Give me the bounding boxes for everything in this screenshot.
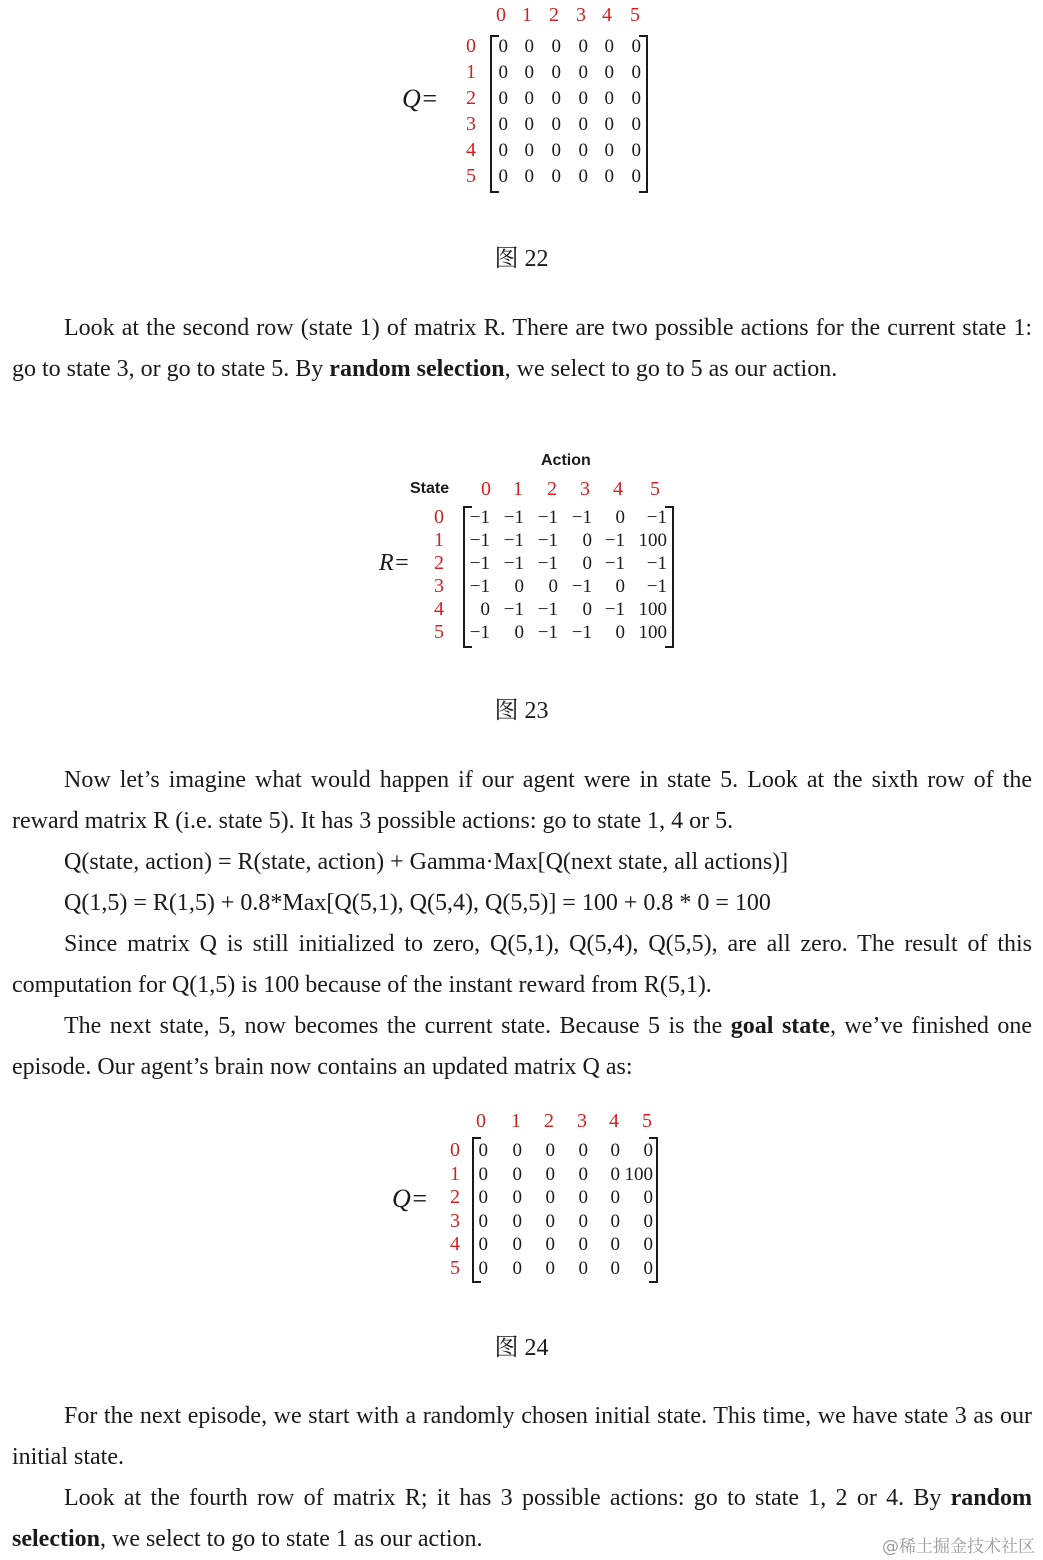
state-axis-title: State — [410, 480, 450, 497]
row-index: 2 — [434, 552, 444, 574]
matrix-cell: −1 — [571, 576, 592, 597]
matrix-cell: 0 — [631, 88, 641, 109]
matrix-cell: 0 — [498, 88, 508, 109]
matrix-cell: 0 — [512, 1140, 522, 1161]
matrix-cell: −1 — [537, 507, 558, 528]
matrix-label: Q= — [402, 84, 439, 113]
formula-line: Q(1,5) = R(1,5) + 0.8*Max[Q(5,1), Q(5,4), Q(5,5)] = 100 + 0.8 * 0 = 100 — [64, 890, 771, 916]
matrix-cell: 0 — [631, 62, 641, 83]
matrix-cell: 0 — [551, 62, 561, 83]
row-index: 3 — [450, 1209, 460, 1232]
matrix-cell: 0 — [514, 576, 524, 597]
row-index: 0 — [450, 1139, 460, 1161]
matrix-cell: 0 — [545, 1163, 555, 1185]
column-index: 0 — [496, 4, 506, 26]
column-index: 3 — [580, 478, 590, 500]
action-axis-title: Action — [541, 452, 591, 469]
matrix-cell: 100 — [624, 1163, 653, 1185]
matrix-cell: −1 — [503, 553, 524, 574]
column-index: 3 — [577, 1110, 587, 1132]
column-index: 2 — [544, 1110, 554, 1132]
matrix-cell: 0 — [631, 36, 641, 57]
matrix-cell: 0 — [643, 1234, 653, 1255]
matrix-cell: 0 — [615, 576, 625, 597]
row-index: 5 — [466, 165, 476, 187]
matrix-cell: 0 — [604, 166, 614, 187]
matrix-cell: −1 — [503, 530, 524, 551]
matrix-cell: 0 — [545, 1140, 555, 1161]
matrix-cell: 0 — [631, 166, 641, 187]
matrix-cell: 0 — [604, 114, 614, 135]
matrix-cell: 0 — [498, 36, 508, 57]
matrix-cell: 0 — [610, 1163, 620, 1185]
matrix-cell: 0 — [498, 140, 508, 161]
matrix-cell: 0 — [524, 114, 534, 135]
matrix-cell: 0 — [551, 140, 561, 161]
matrix-cell: 0 — [478, 1257, 488, 1279]
matrix-cell: 0 — [478, 1140, 488, 1161]
matrix-cell: 0 — [578, 1210, 588, 1232]
matrix-cell: 0 — [545, 1257, 555, 1279]
matrix-cell: 0 — [578, 140, 588, 161]
matrix-cell: 0 — [604, 88, 614, 109]
column-index: 5 — [630, 4, 640, 26]
matrix-cell: 0 — [524, 36, 534, 57]
matrix-cell: 0 — [578, 1163, 588, 1185]
matrix-cell: 100 — [638, 622, 667, 643]
matrix-cell: 0 — [551, 166, 561, 187]
matrix-cell: −1 — [604, 553, 625, 574]
row-index: 4 — [466, 139, 476, 161]
matrix-cell: 0 — [514, 622, 524, 643]
matrix-cell: 0 — [551, 36, 561, 57]
matrix-cell: −1 — [469, 622, 490, 643]
row-index: 5 — [434, 621, 444, 643]
bold-term: random selection — [329, 356, 505, 382]
matrix-cell: 0 — [578, 114, 588, 135]
matrix-cell: 0 — [643, 1187, 653, 1208]
matrix-cell: 0 — [578, 1140, 588, 1161]
matrix-cell: −1 — [604, 599, 625, 620]
matrix-cell: −1 — [469, 576, 490, 597]
matrix-label: Q= — [392, 1184, 429, 1213]
figure-caption-22: 图 22 — [494, 246, 549, 272]
matrix-cell: 100 — [638, 530, 667, 551]
matrix-cell: 0 — [578, 166, 588, 187]
column-index: 4 — [602, 4, 612, 26]
matrix-cell: 0 — [578, 62, 588, 83]
column-index: 2 — [547, 478, 557, 500]
column-index: 1 — [522, 4, 532, 26]
matrix-cell: −1 — [503, 507, 524, 528]
matrix-cell: 0 — [582, 530, 592, 551]
matrix-cell: 0 — [478, 1163, 488, 1185]
matrix-cell: −1 — [537, 530, 558, 551]
matrix-cell: 0 — [578, 36, 588, 57]
matrix-cell: 0 — [478, 1234, 488, 1255]
matrix-cell: 0 — [480, 599, 490, 620]
matrix-cell: 0 — [524, 166, 534, 187]
matrix-cell: 0 — [512, 1163, 522, 1185]
matrix-cell: 0 — [545, 1234, 555, 1255]
figure-caption-23: 图 23 — [494, 698, 549, 724]
matrix-cell: −1 — [537, 553, 558, 574]
matrix-cell: 0 — [631, 140, 641, 161]
matrix-cell: 0 — [631, 114, 641, 135]
matrix-cell: −1 — [469, 530, 490, 551]
matrix-cell: 0 — [548, 576, 558, 597]
matrix-cell: 0 — [551, 114, 561, 135]
row-index: 3 — [434, 575, 444, 597]
matrix-cell: 0 — [604, 62, 614, 83]
matrix-cell: 0 — [582, 553, 592, 574]
paragraph: Now let’s imagine what would happen if our agent were in state 5. Look at the sixth row of the reward matrix R (i.e. state 5). It has 3 possible actions: go to state 1, 4 or 5. — [12, 767, 1032, 834]
matrix-cell: 0 — [578, 1234, 588, 1255]
matrix-cell: 0 — [478, 1210, 488, 1232]
paragraph: Since matrix Q is still initialized to zero, Q(5,1), Q(5,4), Q(5,5), are all zero. The result of this computation for Q(1,5) is 100 because of the instant reward from R(5,1). — [12, 931, 1032, 998]
matrix-cell: 0 — [578, 1257, 588, 1279]
matrix-cell: 0 — [551, 88, 561, 109]
watermark: @稀土掘金技术社区 — [882, 1537, 1035, 1557]
matrix-cell: −1 — [604, 530, 625, 551]
matrix-cell: −1 — [646, 576, 667, 597]
matrix-cell: −1 — [537, 599, 558, 620]
matrix-cell: −1 — [469, 553, 490, 574]
matrix-cell: 0 — [478, 1187, 488, 1208]
matrix-cell: −1 — [571, 507, 592, 528]
matrix-r-reward — [0, 440, 1043, 660]
row-index: 0 — [434, 506, 444, 528]
matrix-cell: 0 — [498, 114, 508, 135]
matrix-cell: −1 — [646, 507, 667, 528]
row-index: 0 — [466, 35, 476, 57]
row-index: 1 — [450, 1162, 460, 1185]
matrix-cell: −1 — [503, 599, 524, 620]
bold-term: random selection — [12, 1485, 1032, 1552]
row-index: 1 — [434, 529, 444, 551]
matrix-cell: 0 — [610, 1257, 620, 1279]
matrix-cell: 100 — [638, 599, 667, 620]
column-index: 4 — [609, 1110, 619, 1132]
matrix-cell: 0 — [615, 507, 625, 528]
matrix-cell: 0 — [643, 1140, 653, 1161]
matrix-cell: 0 — [498, 62, 508, 83]
matrix-cell: 0 — [643, 1257, 653, 1279]
paragraph: The next state, 5, now becomes the current state. Because 5 is the goal state, we’ve finished one episode. Our agent’s brain now contains an updated matrix Q as: — [12, 1013, 1033, 1080]
matrix-cell: 0 — [610, 1187, 620, 1208]
row-index: 1 — [466, 61, 476, 83]
matrix-cell: 0 — [545, 1187, 555, 1208]
matrix-cell: 0 — [524, 62, 534, 83]
column-index: 1 — [513, 478, 523, 500]
column-index: 2 — [549, 4, 559, 26]
matrix-q-initial — [0, 0, 1043, 200]
column-index: 5 — [650, 478, 660, 500]
matrix-cell: 0 — [524, 140, 534, 161]
matrix-cell: 0 — [512, 1234, 522, 1255]
column-index: 1 — [511, 1110, 521, 1132]
matrix-label: R= — [379, 550, 410, 576]
matrix-cell: 0 — [578, 1187, 588, 1208]
column-index: 4 — [613, 478, 623, 500]
matrix-cell: 0 — [610, 1210, 620, 1232]
matrix-cell: 0 — [512, 1187, 522, 1208]
matrix-cell: 0 — [512, 1210, 522, 1232]
column-index: 5 — [642, 1110, 652, 1132]
matrix-cell: 0 — [610, 1234, 620, 1255]
matrix-cell: 0 — [582, 599, 592, 620]
matrix-cell: 0 — [604, 36, 614, 57]
row-index: 5 — [450, 1256, 460, 1279]
formula-line: Q(state, action) = R(state, action) + Gamma·Max[Q(next state, all actions)] — [64, 849, 789, 875]
row-index: 2 — [450, 1186, 460, 1208]
row-index: 2 — [466, 87, 476, 109]
paragraph: Look at the second row (state 1) of matrix R. There are two possible actions for the current state 1: go to state 3, or go to state 5. By random selection, we select to go to 5 as our action. — [12, 315, 1032, 382]
matrix-cell: 0 — [610, 1140, 620, 1161]
matrix-cell: −1 — [469, 507, 490, 528]
matrix-cell: 0 — [498, 166, 508, 187]
matrix-cell: −1 — [646, 553, 667, 574]
matrix-cell: −1 — [537, 622, 558, 643]
bold-term: goal state — [730, 1013, 830, 1039]
figure-caption-24: 图 24 — [494, 1335, 549, 1361]
column-index: 3 — [576, 4, 586, 26]
column-index: 0 — [481, 478, 491, 500]
matrix-q-updated — [0, 1100, 1043, 1300]
matrix-cell: 0 — [512, 1257, 522, 1279]
matrix-cell: 0 — [643, 1210, 653, 1232]
paragraph: Look at the fourth row of matrix R; it has 3 possible actions: go to state 1, 2 or 4. By random selection, we select to go to state 1 as our action. — [12, 1485, 1032, 1552]
row-index: 4 — [450, 1233, 460, 1255]
matrix-cell: 0 — [604, 140, 614, 161]
column-index: 0 — [476, 1110, 486, 1132]
matrix-cell: 0 — [545, 1210, 555, 1232]
paragraph: For the next episode, we start with a randomly chosen initial state. This time, we have state 3 as our initial state. — [12, 1403, 1032, 1470]
matrix-cell: 0 — [578, 88, 588, 109]
matrix-cell: 0 — [524, 88, 534, 109]
row-index: 3 — [466, 113, 476, 135]
matrix-cell: −1 — [571, 622, 592, 643]
matrix-cell: 0 — [615, 622, 625, 643]
row-index: 4 — [434, 598, 444, 620]
